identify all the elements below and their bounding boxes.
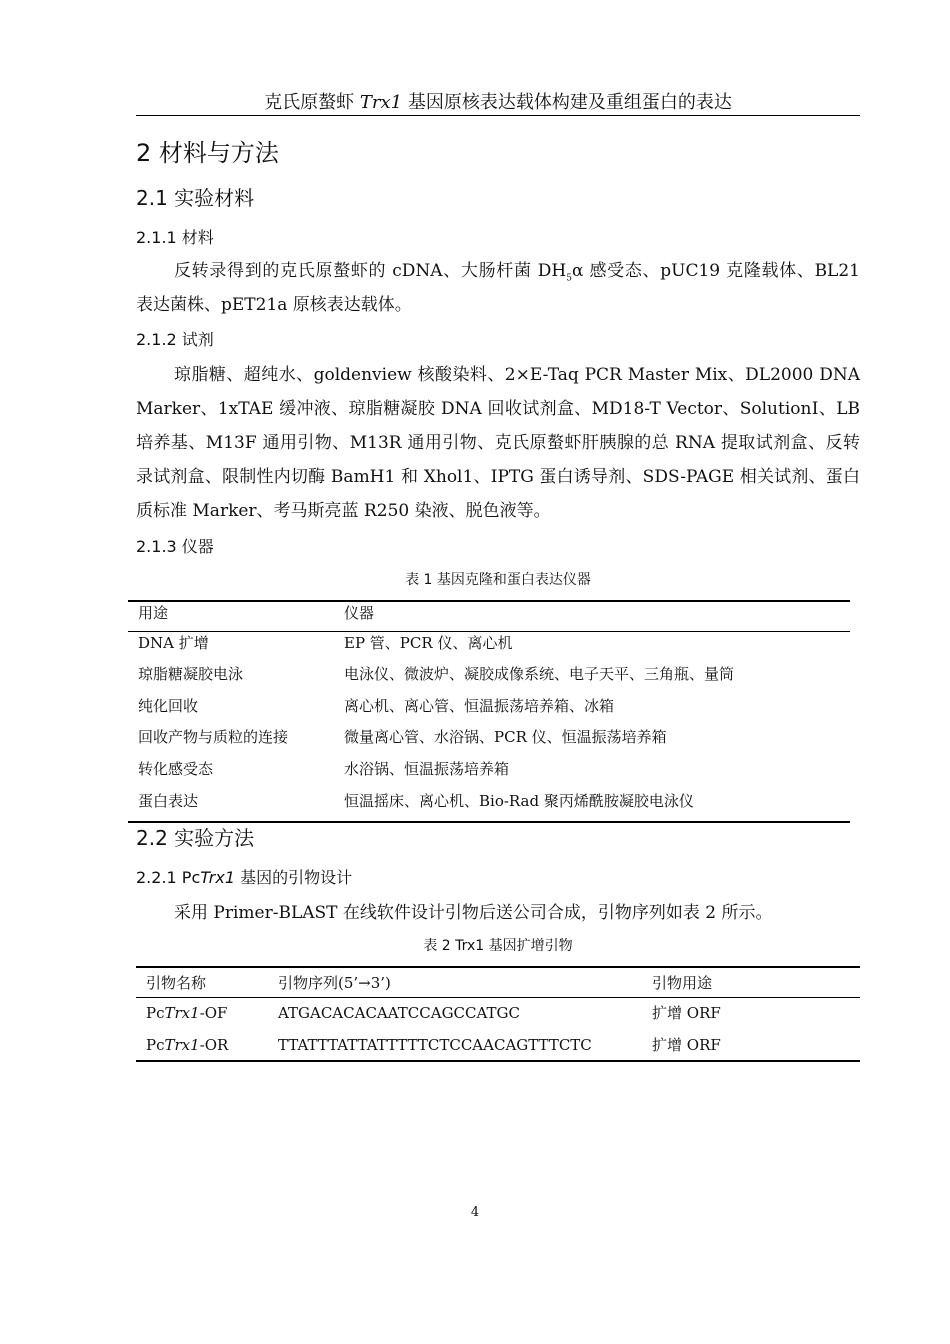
page-number: 4 (470, 1205, 480, 1220)
section-heading-2-1: 2.1 实验材料 (136, 186, 255, 210)
table2-header-sequence: 引物序列(5’→3’) (278, 974, 391, 992)
section-heading-2-2: 2.2 实验方法 (136, 826, 255, 850)
table2-cell-name (146, 1034, 228, 1056)
primer-name-suffix: -OF (199, 1004, 228, 1022)
table2-top-rule (136, 966, 860, 968)
materials-subscript: 5 (566, 273, 572, 284)
table1-cell-use: 转化感受态 (138, 760, 214, 778)
table1-top-rule (128, 600, 850, 602)
table2-cell-sequence: TTATTTATTATTTTTCTCCAACAGTTTCTC (278, 1036, 592, 1054)
table2-cell-use: 扩增 ORF (652, 1036, 721, 1054)
table1-cell-instrument: 恒温摇床、离心机、Bio-Rad 聚丙烯酰胺凝胶电泳仪 (344, 792, 694, 810)
primer-name-suffix: -OR (199, 1036, 229, 1054)
running-header (136, 90, 860, 116)
header-title-prefix: 克氏原螯虾 (264, 92, 360, 113)
table1-cell-instrument: 电泳仪、微波炉、凝胶成像系统、电子天平、三角瓶、量筒 (344, 665, 735, 683)
section-heading-2-1-2: 2.1.2 试剂 (136, 330, 214, 349)
table2-cell-sequence: ATGACACACAATCCAGCCATGC (278, 1004, 520, 1022)
header-rule (136, 115, 860, 116)
table1-cell-use: 蛋白表达 (138, 792, 199, 810)
table2-cell-use: 扩增 ORF (652, 1004, 721, 1022)
table1-cell-use: 纯化回收 (138, 697, 199, 715)
table2-header-name: 引物名称 (146, 974, 207, 992)
primer-name-prefix: Pc (146, 1004, 165, 1022)
table2-caption: 表 2 Trx1 基因扩增引物 (423, 938, 573, 954)
table1-cell-instrument: 水浴锅、恒温振荡培养箱 (344, 760, 510, 778)
heading-2-2-1-gene: Trx1 (200, 868, 236, 887)
section-heading-2: 2 材料与方法 (136, 139, 279, 167)
reagents-paragraph: 琼脂糖、超纯水、goldenview 核酸染料、2×E-Taq PCR Master Mix、DL2000 DNA Marker、1xTAE 缓冲液、琼脂糖凝胶 DNA 回收试剂盒、MD18-T Vector、SolutionⅠ、LB 培养基、M13F 通用引物、M13R 通用引物、克氏原螯虾肝胰腺的总 RNA 提取试剂盒、反转录试剂盒、限制性内切酶 BamH1 和 Xhol1、IPTG 蛋白诱导剂、SDS-PAGE 相关试剂、蛋白质标准 Marker、考马斯亮蓝 R250 染液、脱色液等。 (136, 365, 860, 521)
table1-cell-instrument: 微量离心管、水浴锅、PCR 仪、恒温振荡培养箱 (344, 728, 667, 746)
section-heading-2-1-1: 2.1.1 材料 (136, 228, 214, 247)
table1-cell-instrument: EP 管、PCR 仪、离心机 (344, 634, 513, 652)
table1-cell-instrument: 离心机、离心管、恒温振荡培养箱、冰箱 (344, 697, 615, 715)
primer-design-paragraph: 采用 Primer-BLAST 在线软件设计引物后送公司合成，引物序列如表 2 所示。 (174, 903, 773, 923)
table2-header-use: 引物用途 (652, 974, 713, 992)
table1-bottom-rule (128, 821, 850, 823)
section-heading-2-2-1 (136, 866, 352, 890)
table1-cell-use: 琼脂糖凝胶电泳 (138, 665, 244, 683)
table2-bottom-rule (136, 1060, 860, 1062)
table1-header-use: 用途 (138, 604, 169, 622)
heading-2-2-1-prefix: 2.2.1 Pc (136, 868, 201, 887)
primer-name-prefix: Pc (146, 1036, 165, 1054)
heading-2-2-1-suffix: 基因的引物设计 (235, 868, 353, 887)
table1-header-instrument: 仪器 (344, 604, 375, 622)
header-title-suffix: 基因原核表达载体构建及重组蛋白的表达 (402, 92, 732, 113)
table2-cell-name (146, 1002, 227, 1024)
table1-cell-use: 回收产物与质粒的连接 (138, 728, 289, 746)
header-title-gene: Trx1 (359, 92, 403, 113)
primer-name-gene: Trx1 (164, 1036, 200, 1054)
table1-caption: 表 1 基因克隆和蛋白表达仪器 (405, 572, 591, 588)
section-heading-2-1-3: 2.1.3 仪器 (136, 537, 214, 556)
materials-text-b: α 感受态、pUC19 克隆载体、BL21 表达菌株、pET21a 原核表达载体。 (136, 261, 860, 315)
table1-cell-use: DNA 扩增 (138, 634, 209, 652)
materials-text-a: 反转录得到的克氏原螯虾的 cDNA、大肠杆菌 DH (174, 261, 567, 281)
materials-paragraph (136, 254, 860, 322)
table2-header-rule (136, 997, 860, 998)
primer-name-gene: Trx1 (164, 1004, 200, 1022)
